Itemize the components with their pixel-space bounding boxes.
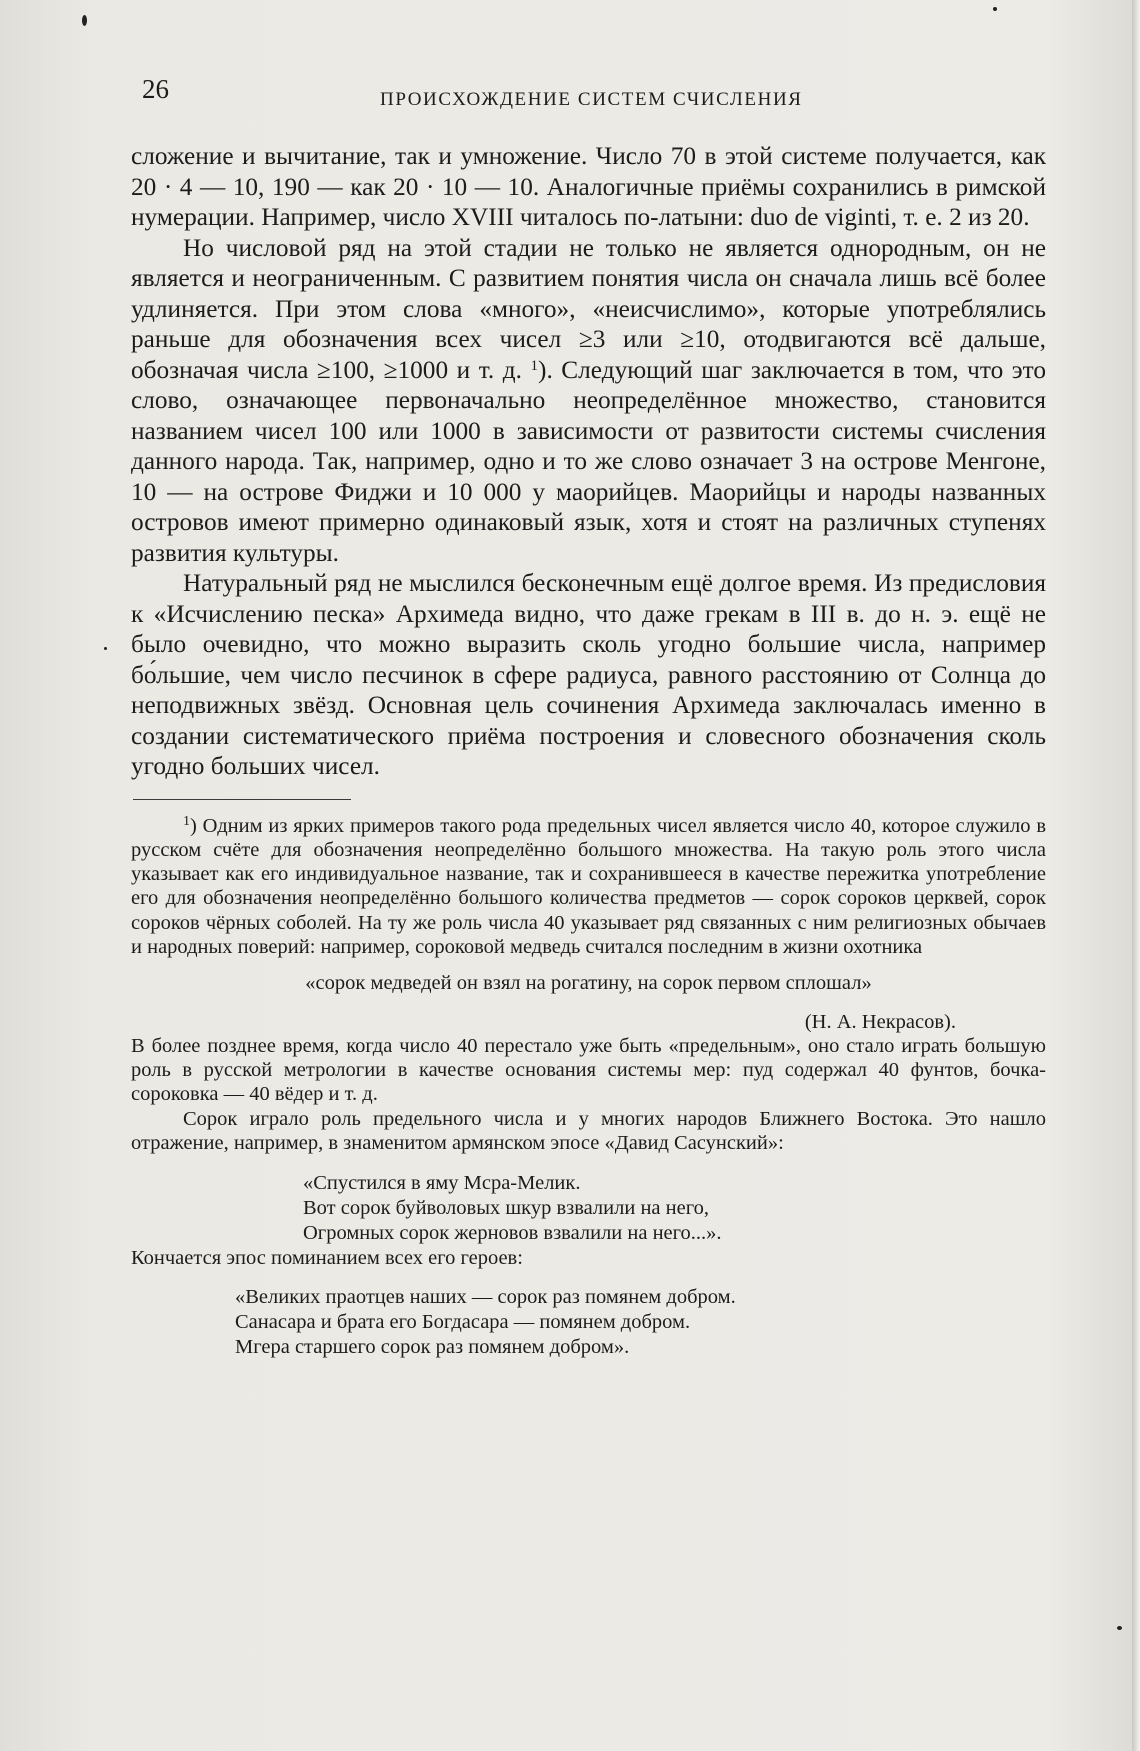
paragraph-text: Но числовой ряд на этой стадии не только не является однородным, он не является и неограниченным. С развитием понятия числа он сначала лишь всё более удлиняется. При этом слова «много», «неисчислимо», которые употреблялись раньше для обозначения всех чисел ≥3 или ≥10, отодвигаются всё дальше, обозначая числа ≥100, ≥1000 и т. д. (131, 233, 1046, 384)
page-header (140, 74, 1045, 114)
paragraph: сложение и вычитание, так и умножение. Число 70 в этой системе получается, как 20 · 4 — 10, 190 — как 20 · 10 — 10. Аналогичные приёмы сохранились в римской нумерации. Например, число XVIII читалось по-латыни: duo de viginti, т. е. 2 из 20. (131, 142, 1046, 231)
page-number: 26 (142, 74, 169, 104)
footnote (131, 814, 1046, 1360)
paragraph-text: ). Следующий шаг заключается в том, что это слово, означающее первоначально неопределённое множество, становится названием чисел 100 или 1000 в зависимости от развитости системы счисления данного народа. Так, например, одно и то же слово означает 3 на острове Менгоне, 10 — на острове Фиджи и 10 000 у маорийцев. Маорийцы и народы названных островов имеют примерно одинаковый язык, хотя и стоят на различных ступенях развития культуры. (131, 355, 1046, 567)
scan-speck (82, 15, 87, 26)
footnote-divider (133, 799, 351, 800)
epic-verse (235, 1285, 1046, 1360)
verse-line: Вот сорок буйволовых шкур взвалили на него, (303, 1197, 709, 1220)
verse-line: «Спустился в яму Мсра-Мелик. (303, 1172, 581, 1195)
quote-attribution: (Н. А. Некрасов). (804, 1010, 956, 1033)
footnote-paragraph: Сорок играло роль предельного числа и у многих народов Ближнего Востока. Это нашло отражение, например, в знаменитом армянском эпосе «Давид Сасунский»: (131, 1107, 1046, 1155)
paragraph (131, 233, 1046, 569)
verse-line: Мгера старшего сорок раз помянем добром». (235, 1335, 630, 1358)
page-body (131, 141, 1046, 1360)
footnote-text: ) Одним из ярких примеров такого рода предельных чисел является число 40, которое служило в русском счёте для обозначения неопределённо большого множества. На такую роль этого числа указывает как его индивидуальное название, так и сохранившееся в качестве пережитка употребление его для обозначения неопределённо большого количества предметов — сорок сороков церквей, сорок сороков чёрных соболей. На ту же роль числа 40 указывает ряд связанных с ним религиозных обычаев и народных поверий: например, сороковой медведь считался последним в жизни охотника (131, 814, 1046, 958)
page-spine-edge (1132, 0, 1140, 1751)
footnote-quote: «сорок медведей он взял на рогатину, на сорок первом сплошал» (305, 972, 872, 995)
verse-line: «Великих праотцев наших — сорок раз помянем добром. (235, 1285, 736, 1308)
footnote-paragraph (131, 814, 1046, 960)
running-head: ПРОИСХОЖДЕНИЕ СИСТЕМ СЧИСЛЕНИЯ (380, 89, 803, 110)
paragraph: Натуральный ряд не мыслился бесконечным ещё долгое время. Из предисловия к «Исчислению песка» Архимеда видно, что даже грекам в III в. до н. э. ещё не было очевидно, что можно выразить сколь угодно большие числа, например бо́льшие, чем число песчинок в сфере радиуса, равного расстоянию от Солнца до неподвижных звёзд. Основная цель сочинения Архимеда заключалась именно в создании систематического приёма построения и словесного обозначения сколь угодно больших чисел. (131, 569, 1046, 780)
verse-line: Санасара и брата его Богдасара — помянем добром. (235, 1310, 691, 1333)
footnote-marker: 1 (183, 813, 190, 829)
footnote-lead: Кончается эпос поминанием всех его героев: (131, 1247, 523, 1270)
verse-line: Огромных сорок жерновов взвалили на него...». (303, 1222, 722, 1245)
footnote-reference[interactable]: 1 (530, 357, 539, 374)
epic-verse (303, 1171, 1046, 1246)
scan-speck (993, 7, 997, 11)
footnote-continuation: В более позднее время, когда число 40 перестало уже быть «предельным», оно стало играть большую роль в русской метрологии в качестве основания системы мер: пуд содержал 40 фунтов, бочка-сороковка — 40 вёдер и т. д. (131, 1034, 1046, 1106)
scan-speck (1117, 1626, 1122, 1630)
scan-speck (104, 647, 107, 650)
